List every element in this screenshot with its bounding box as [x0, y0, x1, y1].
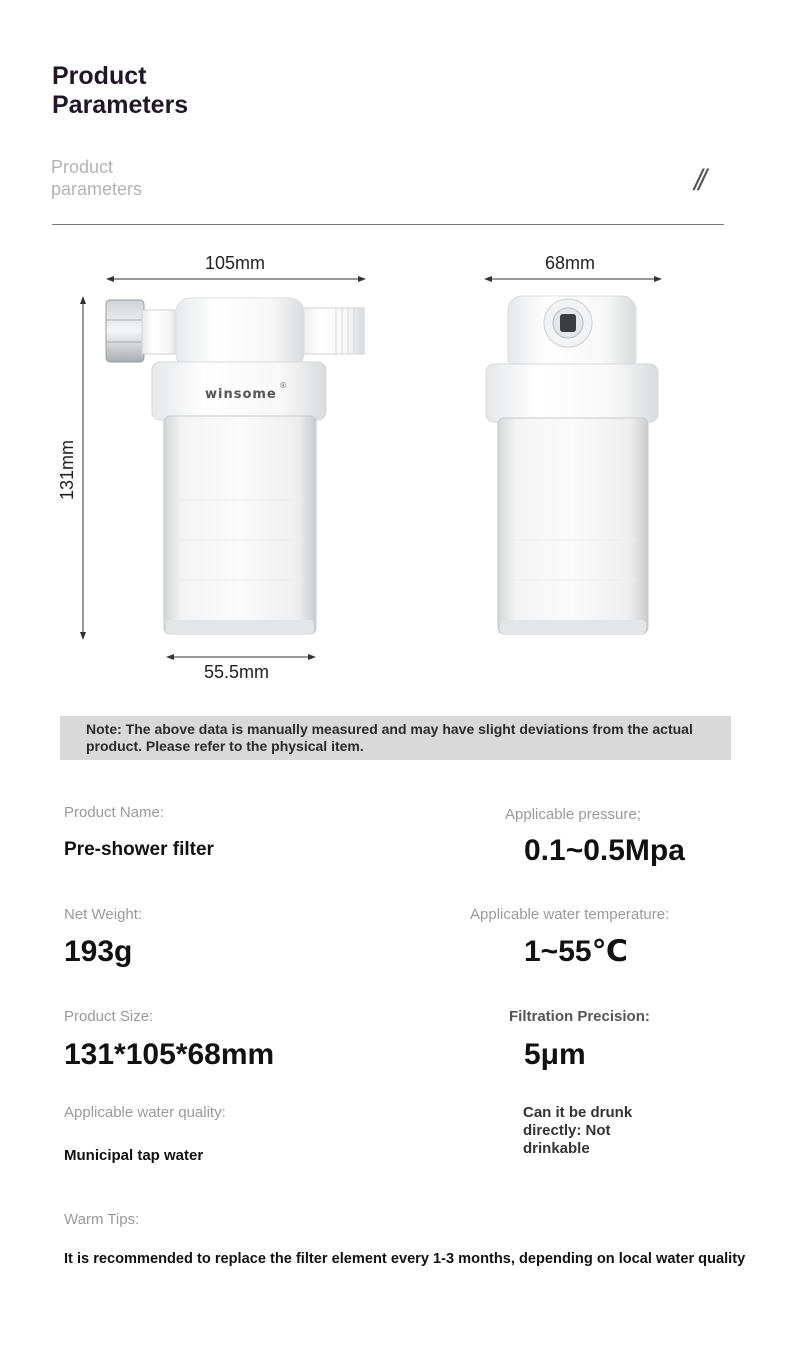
filter-side-view: [486, 296, 658, 634]
title-line-2: Parameters: [52, 91, 189, 119]
product-name-label: Product Name:: [64, 804, 165, 821]
drinkable-line-2: directly: Not: [523, 1122, 611, 1139]
water-temp-value: 1~55℃: [524, 935, 628, 968]
bottom-width-arrow: [166, 654, 316, 660]
drinkable-line-1: Can it be drunk: [523, 1104, 633, 1121]
note-line-1: Note: The above data is manually measured and may have slight deviations from the actual: [86, 721, 693, 737]
precision-label: Filtration Precision:: [509, 1008, 650, 1025]
pressure-value: 0.1~0.5Mpa: [524, 834, 685, 867]
width-arrow-left: [106, 276, 366, 282]
product-size-value: 131*105*68mm: [64, 1038, 275, 1071]
title-block: [52, 62, 188, 120]
dimension-height: 131mm: [57, 439, 77, 500]
product-size-label: Product Size:: [64, 1008, 154, 1025]
dimension-width-left: 105mm: [205, 253, 266, 273]
water-quality-label: Applicable water quality:: [64, 1104, 226, 1121]
subtitle-line-1: Product: [51, 157, 114, 177]
measurement-note: [60, 716, 731, 760]
dimension-width-right: 68mm: [545, 253, 596, 273]
note-line-2: product. Please refer to the physical item.: [86, 738, 364, 754]
water-temp-label: Applicable water temperature:: [470, 906, 670, 923]
product-name-value: Pre-shower filter: [64, 839, 214, 860]
subtitle-line-2: parameters: [51, 179, 143, 199]
filter-front-view: [106, 298, 364, 634]
dimension-bottom-width: 55.5mm: [204, 662, 270, 682]
registered-mark-icon: ®: [279, 381, 287, 390]
net-weight-label: Net Weight:: [64, 906, 143, 923]
title-line-1: Product: [52, 62, 147, 90]
warm-tips-value: It is recommended to replace the filter element every 1-3 months, depending on local water quality: [64, 1251, 746, 1267]
width-arrow-right: [484, 276, 662, 282]
slash-decoration: //: [694, 164, 703, 197]
net-weight-value: 193g: [64, 935, 133, 968]
product-illustration: [0, 240, 790, 680]
water-quality-value: Municipal tap water: [64, 1147, 204, 1164]
warm-tips-label: Warm Tips:: [64, 1211, 140, 1228]
height-arrow: [80, 296, 86, 640]
page-subtitle: [51, 156, 142, 200]
drinkable-info: [523, 1104, 653, 1158]
brand-logo: winsome: [205, 387, 277, 402]
header-divider: [52, 224, 724, 225]
pressure-label: Applicable pressure;: [505, 806, 641, 823]
precision-value: 5μm: [524, 1038, 586, 1071]
drinkable-line-3: drinkable: [523, 1140, 590, 1157]
